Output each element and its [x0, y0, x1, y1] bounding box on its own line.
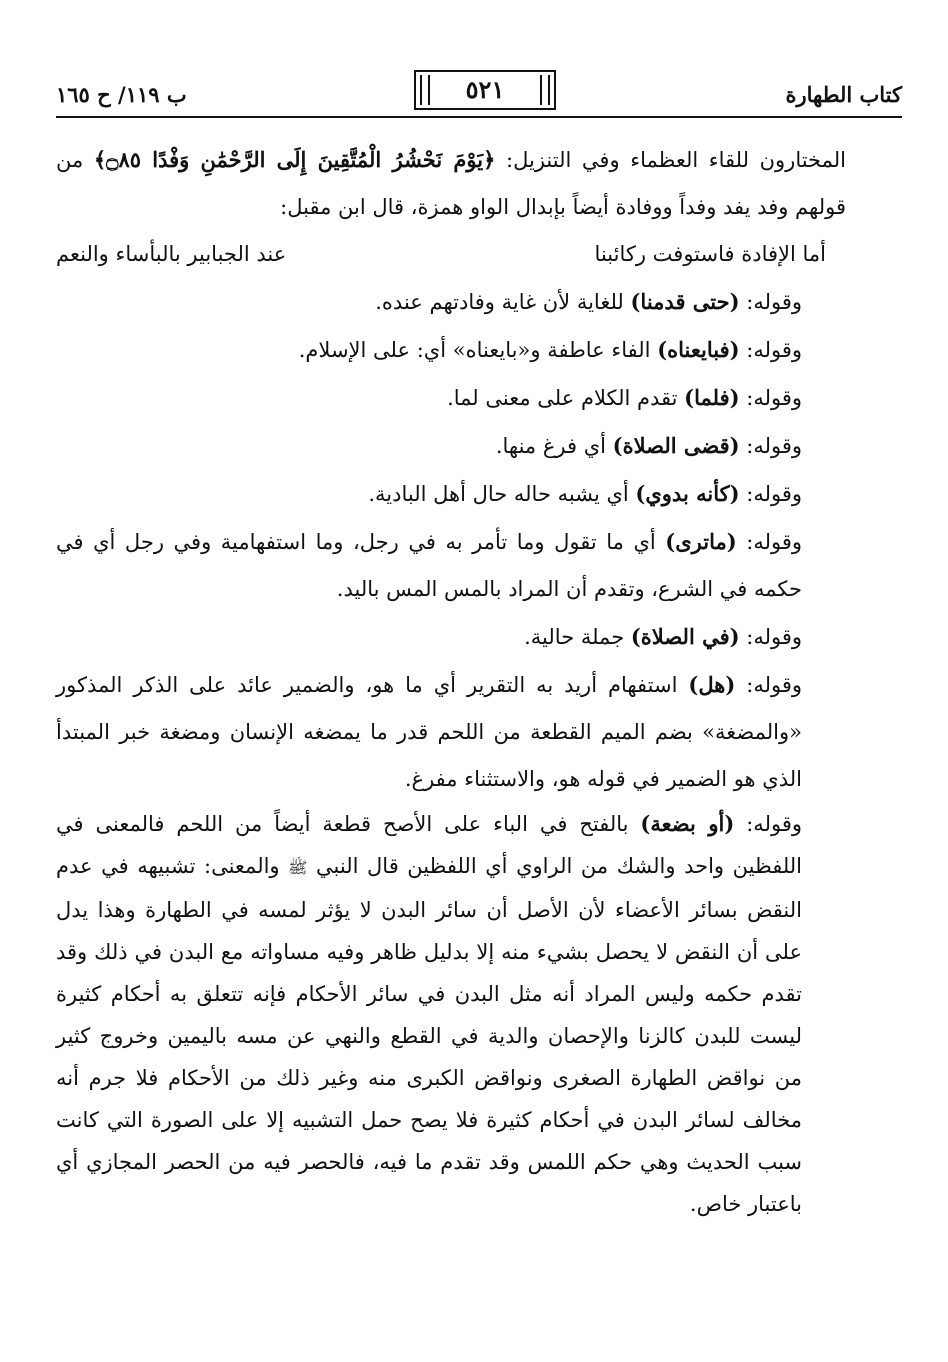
item-term: (فبايعناه) — [657, 337, 740, 362]
verse-first-hemistich: أما الإفادة فاستوفت ركائبنا — [594, 242, 826, 266]
book-title: كتاب الطهارة — [785, 82, 902, 107]
page-number: ٥٢١ — [414, 70, 556, 110]
item-text: أي ما تقول وما تأمر به في رجل، وما استفهامية وفي رجل أي في حكمه في الشرع، وتقدم أن المراد بالمس المس باليد. — [56, 530, 802, 601]
quran-verse: ﴿يَوْمَ نَحْشُرُ الْمُتَّقِينَ إِلَى الرَّحْمَٰنِ وَفْدًا ۝٨٥﴾ — [93, 147, 496, 172]
item-prefix: وقوله: — [739, 625, 802, 649]
item-prefix: وقوله: — [739, 482, 802, 506]
commentary-item — [56, 613, 846, 661]
item-text: الفاء عاطفة و«بايعناه» أي: على الإسلام. — [298, 338, 658, 362]
header-divider — [56, 116, 902, 118]
commentary-item — [56, 278, 846, 326]
item-prefix: وقوله: — [739, 434, 802, 458]
commentary-item — [56, 422, 846, 470]
poetry-verse — [56, 231, 846, 278]
item-prefix: وقوله: — [739, 290, 802, 314]
item-term: (حتى قدمنا) — [630, 289, 740, 314]
commentary-item — [56, 661, 846, 803]
item-text: والمعنى: تشبيهه في عدم النقض بسائر الأعضاء لأن الأصل أن سائر البدن لا يؤثر لمسه في الطهارة وهذا يدل على أن النقض لا يحصل بشيء منه إلا بدليل ظاهر وفيه مساواته مع البدن في ذلك وقد تقدم حكمه وليس المراد أنه مثل البدن في سائر الأحكام فإنه تتعلق به أحكام كثيرة ليست للبدن كالزنا والإحصان والدية في القطع والنهي عن مسه باليمين وخروج كثير من نواقض الطهارة الصغرى ونواقض الكبرى منه وغير ذلك من الأحكام فلا جرم أنه مخالف لسائر البدن في أحكام كثيرة فلا يصح حمل التشبيه إلا على الصورة التي كانت سبب الحديث وهي حكم اللمس وقد تقدم ما فيه، فالحصر فيه من الحصر المجازي أي باعتبار خاص. — [56, 854, 802, 1216]
verse-second-hemistich: عند الجبابير بالبأساء والنعم — [56, 242, 287, 266]
commentary-item — [56, 803, 846, 1225]
paragraph-intro — [56, 136, 846, 231]
item-prefix: وقوله: — [739, 386, 802, 410]
salutation-glyph: ﷺ — [288, 858, 308, 877]
item-prefix: وقوله: — [735, 673, 803, 697]
item-prefix: وقوله: — [734, 812, 802, 836]
paragraph-text: من قولهم وفد يفد وفداً ووفادة أيضاً بإبدال الواو همزة، قال ابن مقبل: — [56, 148, 846, 219]
paragraph-text: المختارون للقاء العظماء وفي التنزيل: — [495, 148, 846, 172]
item-text: استفهام أريد به التقرير أي ما هو، والضمير عائد على الذكر المذكور «والمضغة» بضم الميم القطعة من اللحم قدر ما يمضغه الإنسان ومضغة خبر المبتدأ الذي هو الضمير في قوله هو، والاستثناء مفرغ. — [56, 673, 802, 791]
item-text: أي فرغ منها. — [495, 434, 613, 458]
commentary-item — [56, 374, 846, 422]
item-term: (هل) — [688, 672, 736, 697]
item-term: (فلما) — [684, 385, 740, 410]
item-term: (قضى الصلاة) — [612, 433, 740, 458]
item-text: جملة حالية. — [524, 625, 631, 649]
item-term: (أو بضعة) — [640, 811, 735, 836]
item-term: (كأنه بدوي) — [635, 481, 740, 506]
item-text: تقدم الكلام على معنى لما. — [447, 386, 685, 410]
item-term: (ماترى) — [665, 529, 737, 554]
item-text: أي يشبه حاله حال أهل البادية. — [368, 482, 636, 506]
item-text: بالفتح في الباء على الأصح قطعة أيضاً من اللحم فالمعنى في اللفظين واحد والشك من الراوي أي اللفظين قال النبي — [56, 812, 802, 878]
item-prefix: وقوله: — [736, 530, 803, 554]
item-text: للغاية لأن غاية وفادتهم عنده. — [375, 290, 631, 314]
running-header — [56, 62, 902, 118]
commentary-item — [56, 518, 846, 613]
item-term: (في الصلاة) — [630, 624, 740, 649]
commentary-item — [56, 326, 846, 374]
page-body — [56, 136, 846, 1225]
commentary-item — [56, 470, 846, 518]
item-prefix: وقوله: — [739, 338, 802, 362]
manuscript-reference: ب ١١٩/ ح ١٦٥ — [56, 82, 187, 107]
